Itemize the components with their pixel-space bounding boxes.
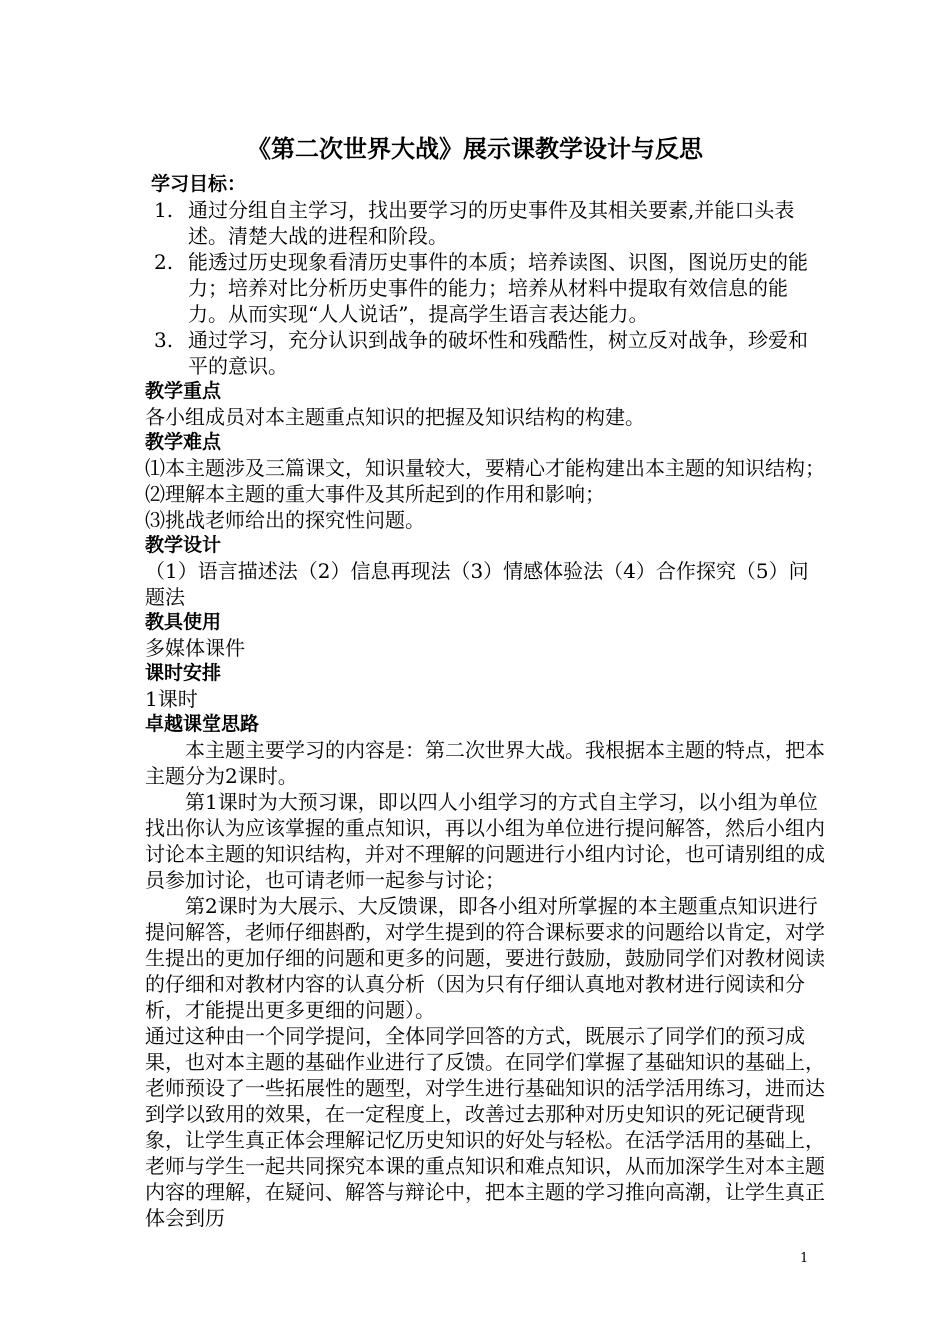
design-heading: 教学设计 bbox=[145, 534, 222, 556]
approach-paragraph: 第2课时为大展示、大反馈课，即各小组对所掌握的本主题重点知识进行提问解答，老师仔细斟酌，对学生提到的符合课标要求的问题给以肯定，对学生提出的更加仔细的问题和更多的问题，要进行鼓励，鼓励同学们对教材阅读的仔细和对教材内容的认真分析（因为只有仔细认真地对教材进行阅读和分析，才能提出更多更细的问题）。 bbox=[145, 894, 825, 1022]
approach-heading: 卓越课堂思路 bbox=[145, 713, 260, 735]
difficulty-item: ⑴本主题涉及三篇课文，知识量较大，要精心才能构建出本主题的知识结构； bbox=[145, 456, 825, 480]
approach-paragraph: 第1课时为大预习课，即以四人小组学习的方式自主学习，以小组为单位找出你认为应该掌握的重点知识，再以小组为单位进行提问解答，然后小组内讨论本主题的知识结构，并对不理解的问题进行小组内讨论，也可请别组的成员参加讨论，也可请老师一起参与讨论； bbox=[145, 790, 825, 892]
approach-paragraph: 本主题主要学习的内容是：第二次世界大战。我根据本主题的特点，把本主题分为2课时。 bbox=[145, 738, 825, 788]
objective-number: 1. bbox=[154, 198, 174, 222]
approach-continuation: 通过这种由一个同学提问，全体同学回答的方式，既展示了同学们的预习成果，也对本主题的基础作业进行了反馈。在同学们掌握了基础知识的基础上，老师预设了一些拓展性的题型，对学生进行基础知识的活学活用练习，进而达到学以致用的效果，在一定程度上，改善过去那种对历史知识的死记硬背现象，让学生真正体会理解记忆历史知识的好处与轻松。在活学活用的基础上，老师与学生一起共同探究本课的重点知识和难点知识，从而加深学生对本主题内容的理解，在疑问、解答与辩论中，把本主题的学习推向高潮，让学生真正体会到历 bbox=[145, 1024, 825, 1230]
document-body bbox=[145, 172, 825, 1231]
difficulty-item: ⑵理解本主题的重大事件及其所起到的作用和影响； bbox=[145, 482, 605, 506]
schedule-text: 1课时 bbox=[145, 687, 198, 711]
objective-number: 3. bbox=[154, 328, 174, 352]
objective-item bbox=[145, 327, 825, 379]
objectives-heading: 学习目标： bbox=[151, 173, 247, 195]
objective-text: 通过学习，充分认识到战争的破坏性和残酷性，树立反对战争，珍爱和平的意识。 bbox=[188, 328, 808, 378]
key-points-text: 各小组成员对本主题重点知识的把握及知识结构的构建。 bbox=[145, 405, 645, 429]
schedule-heading: 课时安排 bbox=[145, 662, 222, 684]
objective-text: 能透过历史现象看清历史事件的本质；培养读图、识图，图说历史的能力；培养对比分析历史事件的能力；培养从材料中提取有效信息的能力。从而实现“人人说话”，提高学生语言表达能力。 bbox=[188, 250, 808, 326]
objectives-list bbox=[145, 197, 825, 379]
difficulties-heading: 教学难点 bbox=[145, 431, 222, 453]
objective-item bbox=[145, 197, 825, 249]
tools-text: 多媒体课件 bbox=[145, 636, 245, 660]
page-number: 1 bbox=[800, 1251, 809, 1266]
objective-number: 2. bbox=[154, 250, 174, 274]
tools-heading: 教具使用 bbox=[145, 611, 222, 633]
objective-item bbox=[145, 249, 825, 327]
objective-text: 通过分组自主学习，找出要学习的历史事件及其相关要素,并能口头表述。清楚大战的进程和阶段。 bbox=[188, 198, 795, 248]
difficulty-item: ⑶挑战老师给出的探究性问题。 bbox=[145, 508, 425, 532]
design-text: （1）语言描述法（2）信息再现法（3）情感体验法（4）合作探究（5）问题法 bbox=[145, 559, 809, 609]
key-points-heading: 教学重点 bbox=[145, 380, 222, 402]
document-title: 《第二次世界大战》展示课教学设计与反思 bbox=[247, 135, 703, 163]
